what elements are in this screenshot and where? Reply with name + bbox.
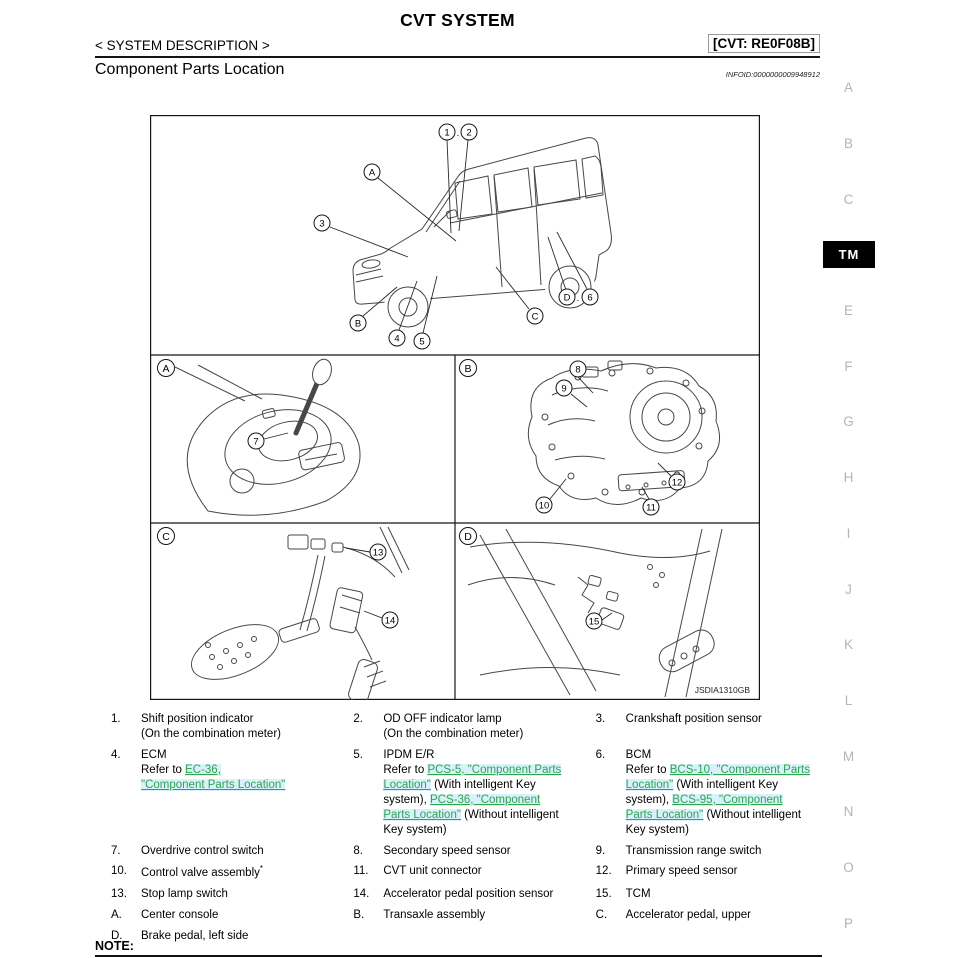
svg-text:15: 15 — [588, 616, 600, 628]
svg-text:C: C — [162, 531, 170, 543]
legend-num: 7. — [111, 844, 121, 857]
legend-num: 6. — [595, 748, 606, 761]
legend-text: Stop lamp switch — [141, 888, 228, 901]
legend-num: 1. — [111, 713, 121, 725]
side-tab-k[interactable]: K — [843, 637, 854, 653]
legend-text: Brake pedal, left side — [141, 930, 249, 943]
svg-text:D: D — [464, 531, 472, 543]
svg-text:A: A — [162, 363, 170, 375]
legend-num: 13. — [111, 888, 127, 901]
bottom-divider — [95, 955, 822, 957]
svg-text:5: 5 — [419, 336, 425, 348]
link-bcs-95[interactable]: BCS-95, "Component Parts Location" — [625, 793, 783, 821]
svg-text:8: 8 — [575, 364, 581, 376]
side-tab-a[interactable]: A — [843, 80, 854, 96]
legend-num: 2. — [353, 713, 363, 725]
legend-num: A. — [111, 909, 122, 922]
footnote-asterisk: * — [259, 864, 264, 874]
infoid-label: INFOID:0000000009948912 — [725, 70, 820, 79]
legend-item-15 — [580, 887, 822, 902]
svg-text:B: B — [464, 363, 472, 375]
svg-text:D: D — [563, 292, 571, 304]
link-bcs-10[interactable]: BCS-10, "Component Parts Location" — [625, 763, 810, 791]
note-label: NOTE: — [95, 939, 134, 953]
svg-text:12: 12 — [671, 477, 683, 489]
link-ec-36[interactable]: EC-36, — [185, 763, 221, 776]
section-title: Component Parts Location — [95, 61, 285, 78]
legend-item-9 — [580, 844, 822, 859]
legend-item-C — [580, 908, 822, 923]
component-location-figure — [150, 115, 760, 700]
svg-text:4: 4 — [394, 333, 400, 345]
legend-num: 5. — [353, 748, 363, 761]
legend-num: 15. — [595, 888, 612, 901]
side-tab-c[interactable]: C — [843, 191, 855, 207]
legend-text: Transmission range switch — [625, 844, 762, 857]
console-illustration — [175, 357, 360, 515]
svg-text:B: B — [354, 318, 362, 330]
legend-item-5 — [337, 748, 579, 838]
legend-list — [95, 712, 822, 944]
legend-text: BCM Refer to BCS-10, "Component Parts Location" (With intelligent Key system), BCS-95, "Component Parts Location" (Without intelligent Key system) — [625, 748, 810, 836]
callout-separator: . — [456, 128, 460, 139]
side-tab-e[interactable]: E — [843, 303, 854, 319]
legend-item-A — [95, 908, 337, 923]
svg-text:A: A — [368, 167, 376, 179]
transaxle-illustration — [528, 361, 719, 505]
legend-num: D. — [111, 930, 123, 943]
legend-text: Secondary speed sensor — [383, 844, 511, 857]
legend-num: 4. — [111, 748, 121, 761]
side-tab-b[interactable]: B — [843, 136, 854, 152]
link-ec-36-title[interactable]: "Component Parts Location" — [141, 778, 286, 791]
legend-item-12 — [580, 864, 822, 881]
legend-text: IPDM E/R Refer to PCS-5, "Component Parts Location" (With intelligent Key system), PCS-36, "Component Parts Location" (Without intelligent Key system) — [383, 748, 562, 836]
callout-separator: . — [576, 293, 580, 304]
legend-item-3 — [580, 712, 822, 742]
svg-text:2: 2 — [466, 127, 472, 139]
link-pcs-36[interactable]: PCS-36, "Component Parts Location" — [383, 793, 541, 821]
side-tab-f[interactable]: F — [844, 358, 854, 374]
legend-item-13 — [95, 887, 337, 902]
side-tab-j[interactable]: J — [845, 581, 853, 597]
svg-text:C: C — [531, 311, 539, 323]
figure-caption: JSDIA1310GB — [694, 685, 750, 695]
legend-num: 3. — [595, 713, 606, 725]
legend-num: 12. — [595, 865, 612, 878]
svg-text:10: 10 — [538, 500, 550, 512]
link-pcs-5[interactable]: PCS-5, "Component Parts Location" — [383, 763, 562, 791]
legend-text: Transaxle assembly — [383, 909, 486, 922]
legend-item-6 — [580, 748, 822, 838]
legend-num: 14. — [353, 888, 370, 901]
legend-item-14 — [337, 887, 579, 902]
legend-item-10 — [95, 864, 337, 881]
legend-num: 8. — [353, 844, 363, 857]
legend-text: Center console — [141, 909, 219, 922]
side-tab-m[interactable]: M — [842, 748, 856, 764]
svg-text:14: 14 — [384, 615, 396, 627]
legend-text: OD OFF indicator lamp (On the combination meter) — [383, 713, 524, 740]
legend-text: Primary speed sensor — [625, 865, 738, 878]
legend-text: Crankshaft position sensor — [625, 713, 762, 725]
legend-item-2 — [337, 712, 579, 742]
legend-item-B — [337, 908, 579, 923]
header-divider — [95, 56, 820, 58]
svg-text:1: 1 — [444, 127, 450, 139]
svg-text:7: 7 — [253, 436, 259, 448]
legend-text: Accelerator pedal position sensor — [383, 888, 554, 901]
legend-text: Overdrive control switch — [141, 844, 264, 857]
legend-num: 9. — [595, 844, 606, 857]
legend-num: 10. — [111, 865, 127, 878]
legend-item-4 — [95, 748, 337, 838]
legend-text: Accelerator pedal, upper — [625, 909, 751, 922]
side-tab-p[interactable]: P — [843, 915, 854, 931]
breadcrumb: < SYSTEM DESCRIPTION > — [95, 38, 270, 53]
svg-text:13: 13 — [372, 547, 384, 559]
legend-num: C. — [595, 909, 608, 922]
figure-frame — [150, 116, 760, 700]
legend-num: 11. — [353, 865, 369, 878]
legend-item-7 — [95, 844, 337, 859]
svg-text:11: 11 — [646, 502, 656, 514]
legend-text: Shift position indicator (On the combination meter) — [141, 713, 281, 740]
side-tab-o[interactable]: O — [843, 859, 855, 875]
side-tab-l[interactable]: L — [844, 692, 854, 708]
legend-text: CVT unit connector — [383, 865, 482, 878]
side-tab-h[interactable]: H — [843, 470, 855, 486]
legend-item-8 — [337, 844, 579, 859]
legend-text: TCM — [625, 888, 651, 901]
page-title: CVT SYSTEM — [400, 10, 515, 30]
legend-text: Control valve assembly* — [141, 864, 264, 880]
side-tab-n[interactable]: N — [843, 804, 855, 820]
side-tab-g[interactable]: G — [843, 414, 855, 430]
legend-text: ECM Refer to EC-36, "Component Parts Location" — [141, 748, 286, 791]
legend-num: B. — [353, 909, 365, 922]
side-tab-i[interactable]: I — [846, 525, 852, 541]
legend-item-1 — [95, 712, 337, 742]
svg-text:3: 3 — [319, 218, 325, 230]
svg-text:9: 9 — [561, 383, 567, 395]
legend-item-11 — [337, 864, 579, 881]
svg-text:6: 6 — [587, 292, 593, 304]
side-tab-tm[interactable]: TM — [806, 227, 892, 283]
model-code-badge: [CVT: RE0F08B] — [708, 34, 820, 53]
